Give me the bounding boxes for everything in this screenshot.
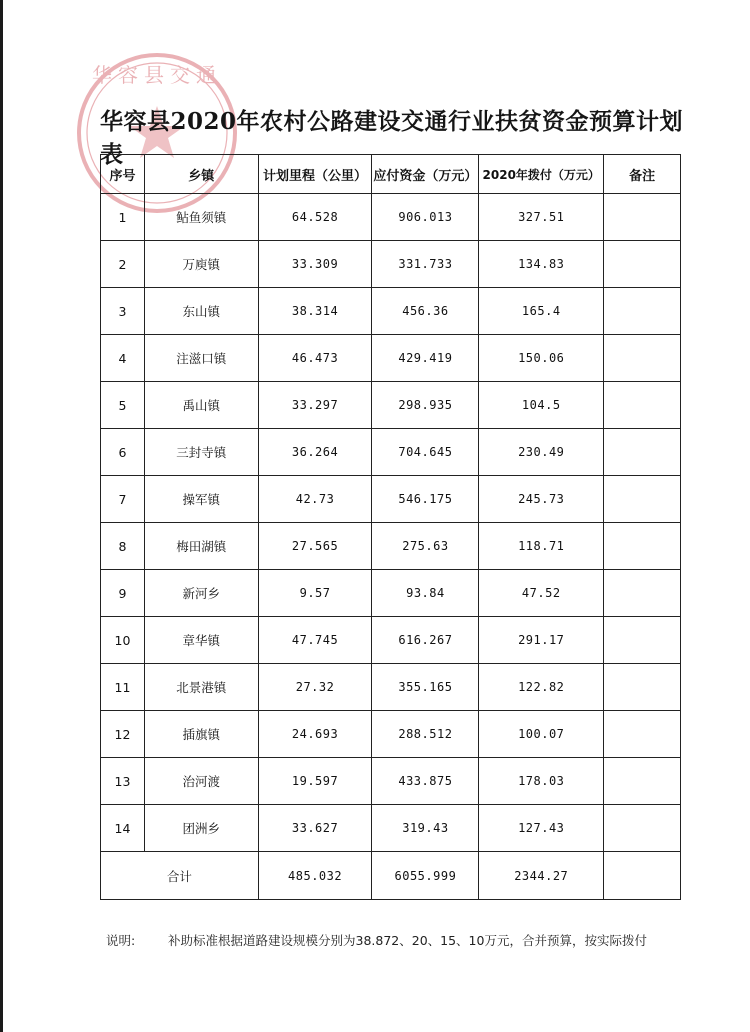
cell-alloc: 178.03 — [479, 758, 604, 805]
cell-mileage: 36.264 — [258, 429, 372, 476]
page-title: 华容县2020年农村公路建设交通行业扶贫资金预算计划表 — [100, 108, 684, 168]
cell-seq: 5 — [101, 382, 145, 429]
cell-seq: 13 — [101, 758, 145, 805]
cell-mileage: 33.309 — [258, 241, 372, 288]
table-header-row — [101, 155, 681, 194]
total-payable: 6055.999 — [372, 852, 479, 900]
cell-alloc: 230.49 — [479, 429, 604, 476]
cell-remark — [604, 476, 681, 523]
cell-town: 插旗镇 — [144, 711, 258, 758]
cell-mileage: 9.57 — [258, 570, 372, 617]
cell-alloc: 165.4 — [479, 288, 604, 335]
cell-payable: 298.935 — [372, 382, 479, 429]
cell-payable: 355.165 — [372, 664, 479, 711]
cell-payable: 906.013 — [372, 194, 479, 241]
cell-remark — [604, 288, 681, 335]
total-mileage: 485.032 — [258, 852, 372, 900]
cell-mileage: 33.297 — [258, 382, 372, 429]
cell-remark — [604, 570, 681, 617]
cell-mileage: 27.565 — [258, 523, 372, 570]
footnote-label: 说明: — [106, 933, 136, 948]
cell-alloc: 127.43 — [479, 805, 604, 852]
cell-remark — [604, 335, 681, 382]
table-row — [101, 523, 681, 570]
cell-town: 团洲乡 — [144, 805, 258, 852]
table-total-row — [101, 852, 681, 900]
cell-town: 章华镇 — [144, 617, 258, 664]
cell-seq: 10 — [101, 617, 145, 664]
cell-payable: 704.645 — [372, 429, 479, 476]
cell-payable: 319.43 — [372, 805, 479, 852]
cell-town: 操军镇 — [144, 476, 258, 523]
header-mileage: 计划里程（公里） — [258, 155, 372, 194]
cell-mileage: 38.314 — [258, 288, 372, 335]
cell-town: 治河渡 — [144, 758, 258, 805]
cell-mileage: 47.745 — [258, 617, 372, 664]
cell-payable: 546.175 — [372, 476, 479, 523]
table-row — [101, 194, 681, 241]
cell-remark — [604, 805, 681, 852]
scan-edge — [0, 0, 3, 1032]
cell-seq: 12 — [101, 711, 145, 758]
cell-payable: 429.419 — [372, 335, 479, 382]
cell-remark — [604, 617, 681, 664]
budget-table — [100, 154, 681, 900]
table-row — [101, 664, 681, 711]
cell-alloc: 100.07 — [479, 711, 604, 758]
cell-alloc: 327.51 — [479, 194, 604, 241]
cell-seq: 1 — [101, 194, 145, 241]
cell-remark — [604, 523, 681, 570]
table-row — [101, 805, 681, 852]
table-row — [101, 570, 681, 617]
cell-town: 万庾镇 — [144, 241, 258, 288]
footnote — [106, 931, 706, 949]
cell-payable: 275.63 — [372, 523, 479, 570]
cell-payable: 616.267 — [372, 617, 479, 664]
cell-town: 三封寺镇 — [144, 429, 258, 476]
cell-seq: 14 — [101, 805, 145, 852]
cell-alloc: 122.82 — [479, 664, 604, 711]
table-row — [101, 382, 681, 429]
cell-town: 梅田湖镇 — [144, 523, 258, 570]
footnote-text: 补助标准根据道路建设规模分别为38.872、20、15、10万元，合并预算，按实际拨付 — [168, 933, 647, 948]
cell-town: 禹山镇 — [144, 382, 258, 429]
table-row — [101, 476, 681, 523]
cell-remark — [604, 664, 681, 711]
cell-town: 新河乡 — [144, 570, 258, 617]
cell-payable: 93.84 — [372, 570, 479, 617]
cell-alloc: 291.17 — [479, 617, 604, 664]
cell-alloc: 245.73 — [479, 476, 604, 523]
total-remark — [604, 852, 681, 900]
cell-remark — [604, 429, 681, 476]
cell-payable: 331.733 — [372, 241, 479, 288]
header-remark: 备注 — [604, 155, 681, 194]
cell-mileage: 46.473 — [258, 335, 372, 382]
total-label: 合计 — [101, 852, 259, 900]
cell-alloc: 47.52 — [479, 570, 604, 617]
cell-seq: 6 — [101, 429, 145, 476]
cell-seq: 11 — [101, 664, 145, 711]
cell-mileage: 33.627 — [258, 805, 372, 852]
table-row — [101, 758, 681, 805]
header-payable: 应付资金（万元） — [372, 155, 479, 194]
cell-alloc: 150.06 — [479, 335, 604, 382]
cell-remark — [604, 711, 681, 758]
cell-town: 注滋口镇 — [144, 335, 258, 382]
cell-mileage: 64.528 — [258, 194, 372, 241]
table-row — [101, 335, 681, 382]
cell-seq: 3 — [101, 288, 145, 335]
cell-alloc: 104.5 — [479, 382, 604, 429]
cell-seq: 8 — [101, 523, 145, 570]
total-alloc: 2344.27 — [479, 852, 604, 900]
svg-text:华容县交通: 华容县交通 — [92, 63, 222, 87]
cell-alloc: 134.83 — [479, 241, 604, 288]
cell-payable: 288.512 — [372, 711, 479, 758]
cell-mileage: 42.73 — [258, 476, 372, 523]
cell-payable: 433.875 — [372, 758, 479, 805]
cell-payable: 456.36 — [372, 288, 479, 335]
header-alloc: 2020年拨付（万元） — [479, 155, 604, 194]
cell-seq: 4 — [101, 335, 145, 382]
cell-mileage: 24.693 — [258, 711, 372, 758]
cell-remark — [604, 758, 681, 805]
cell-seq: 7 — [101, 476, 145, 523]
cell-remark — [604, 241, 681, 288]
cell-town: 北景港镇 — [144, 664, 258, 711]
table-row — [101, 711, 681, 758]
table-body — [101, 194, 681, 900]
cell-town: 鲇鱼须镇 — [144, 194, 258, 241]
table-row — [101, 617, 681, 664]
cell-mileage: 19.597 — [258, 758, 372, 805]
cell-remark — [604, 382, 681, 429]
cell-town: 东山镇 — [144, 288, 258, 335]
cell-remark — [604, 194, 681, 241]
cell-mileage: 27.32 — [258, 664, 372, 711]
cell-alloc: 118.71 — [479, 523, 604, 570]
table-row — [101, 429, 681, 476]
table-row — [101, 288, 681, 335]
header-town: 乡镇 — [144, 155, 258, 194]
cell-seq: 2 — [101, 241, 145, 288]
header-seq: 序号 — [101, 155, 145, 194]
table-row — [101, 241, 681, 288]
cell-seq: 9 — [101, 570, 145, 617]
